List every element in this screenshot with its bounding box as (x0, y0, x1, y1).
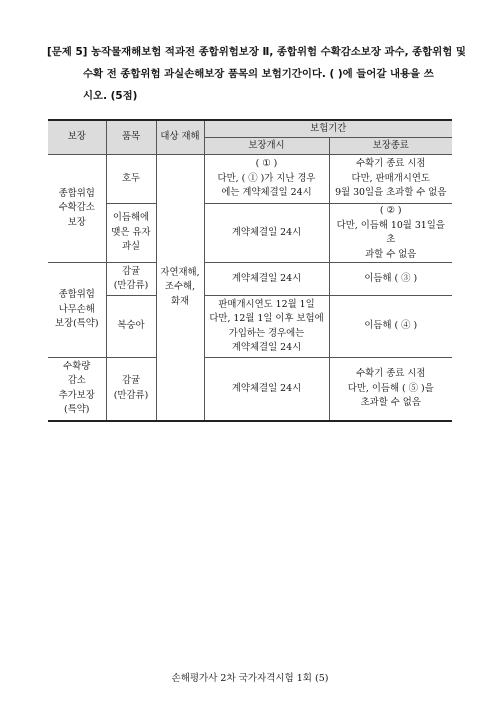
end-cell: 수확기 종료 시점 다만, 판매개시연도 9월 30일을 초과할 수 없음 (329, 155, 452, 204)
header-item: 품목 (106, 120, 156, 155)
item-cell: 이듬해에 맺은 유자 과실 (106, 204, 156, 263)
page-footer: 손해평가사 2차 국가자격시험 1회 (5) (171, 673, 329, 684)
start-cell: 계약체결일 24시 (204, 358, 329, 421)
header-end: 보장종료 (329, 138, 452, 155)
item-cell: 감귤 (만감류) (106, 263, 156, 296)
header-start: 보장개시 (204, 138, 329, 155)
group-cell-additional-coverage: 수확량 감소 추가보장 (특약) (48, 358, 106, 421)
group-cell-yield-reduction: 종합위험 수확감소 보장 (48, 155, 106, 263)
header-hazard: 대상 재해 (156, 120, 204, 155)
start-cell: ( ① ) 다만, ( ① )가 지난 경우 에는 계약체결일 24시 (204, 155, 329, 204)
question-line-1: [문제 5] 농작물재해보험 적과전 종합위험보장 Ⅱ, 종합위험 수확감소보장 과수, 종합위험 및 (47, 46, 466, 58)
header-period: 보험기간 (204, 120, 452, 138)
item-cell: 호두 (106, 155, 156, 204)
start-cell: 계약체결일 24시 (204, 263, 329, 296)
item-cell: 감귤 (만감류) (106, 358, 156, 421)
start-cell: 계약체결일 24시 (204, 204, 329, 263)
end-cell: 이듬해 ( ③ ) (329, 263, 452, 296)
end-cell: 이듬해 ( ④ ) (329, 296, 452, 358)
header-coverage: 보장 (48, 120, 106, 155)
end-cell: ( ② ) 다만, 이듬해 10월 31일을 초 과할 수 없음 (329, 204, 452, 263)
start-cell: 판매개시연도 12월 1일 다만, 12월 1일 이후 보험에 가입하는 경우에는 계약체결일 24시 (204, 296, 329, 358)
end-cell: 수확기 종료 시점 다만, 이듬해 ( ⑤ )을 초과할 수 없음 (329, 358, 452, 421)
hazard-cell: 자연재해, 조수해, 화재 (156, 155, 204, 421)
question-line-2: 수확 전 종합위험 과실손해보장 품목의 보험기간이다. ( )에 들어갈 내용을 쓰 (83, 68, 434, 80)
item-cell: 복숭아 (106, 296, 156, 358)
question-text (47, 41, 466, 107)
question-line-3: 시오. (5점) (83, 90, 138, 102)
insurance-period-table (48, 119, 452, 422)
group-cell-tree-damage: 종합위험 나무손해 보장(특약) (48, 263, 106, 358)
